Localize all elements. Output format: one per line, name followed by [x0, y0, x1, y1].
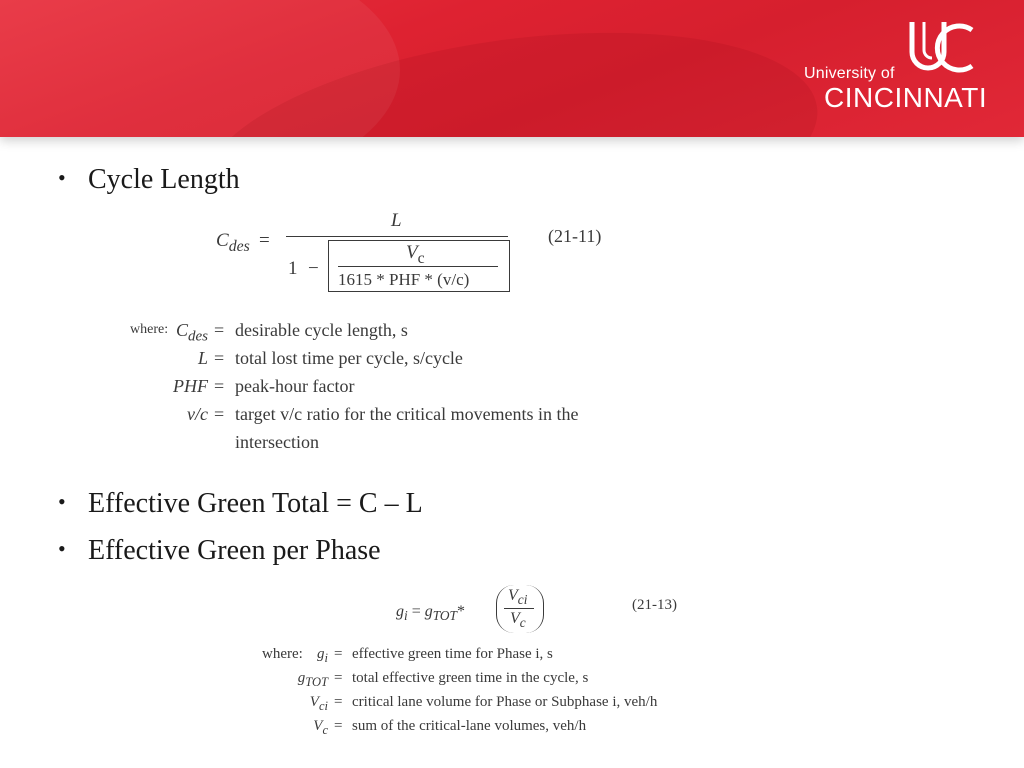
- bullet-dot-icon: •: [58, 489, 66, 514]
- definition-symbol: PHF: [173, 376, 208, 396]
- fraction-bar: [286, 236, 508, 237]
- formula-one: 1: [288, 258, 298, 279]
- where-label: where:: [130, 322, 169, 337]
- definition-text: effective green time for Phase i, s: [352, 646, 553, 662]
- bullet-text: Effective Green Total = C – L: [88, 488, 423, 519]
- bullet-dot-icon: •: [58, 536, 66, 561]
- formula-numerator: $V_{ci}$: [508, 587, 528, 608]
- bullet-effective-green-total: [58, 486, 423, 520]
- definition-row: [262, 714, 722, 738]
- bullet-effective-green-per-phase: [58, 533, 381, 567]
- definition-row: [130, 428, 650, 456]
- formula-lhs: $C_{des}$: [216, 230, 250, 255]
- fraction-bar: [504, 608, 534, 609]
- bullet-text: Cycle Length: [88, 164, 240, 195]
- definition-text: desirable cycle length, s: [235, 320, 408, 340]
- definition-text: target v/c ratio for the critical movements in the: [235, 404, 579, 424]
- definition-row: [130, 372, 650, 400]
- uc-logo-mark-icon: [906, 18, 976, 80]
- definition-row: [262, 642, 722, 666]
- bullet-dot-icon: •: [58, 165, 66, 190]
- formula-inner-denominator: 1615 * PHF * (v/c): [338, 270, 470, 289]
- logo-cincinnati-text: CINCINNATI: [824, 82, 988, 113]
- formula-lhs: $g_i = g_{TOT}*$: [396, 603, 465, 624]
- formula-denominator: $V_c$: [510, 610, 526, 631]
- definition-row: [130, 400, 650, 428]
- formula-minus: −: [308, 258, 319, 279]
- definition-symbol: v/c: [187, 404, 208, 424]
- definition-text: intersection: [235, 432, 319, 452]
- equation-number: (21-11): [548, 226, 602, 246]
- definition-equals: =: [214, 376, 225, 396]
- definition-equals: =: [214, 404, 225, 424]
- definition-row: [262, 690, 722, 714]
- definition-symbol: $g_i$: [317, 646, 328, 665]
- definition-symbol: $C_{des}$: [175, 320, 208, 345]
- green-per-phase-definitions: [262, 642, 722, 738]
- cycle-length-definitions: [130, 316, 650, 456]
- definition-symbol: L: [197, 348, 208, 368]
- university-logo: [800, 18, 1005, 118]
- definition-row: [130, 316, 650, 344]
- definition-row: [262, 666, 722, 690]
- formula-inner-numerator: $V_c$: [406, 242, 425, 267]
- bullet-cycle-length: [58, 162, 240, 196]
- where-label: where:: [262, 646, 303, 662]
- header-banner: [0, 0, 1024, 137]
- definition-text: total lost time per cycle, s/cycle: [235, 348, 463, 368]
- inner-fraction-bar: [338, 266, 498, 267]
- formula-numerator: L: [391, 210, 402, 231]
- definition-equals: =: [214, 348, 225, 368]
- definition-row: [130, 344, 650, 372]
- bullet-text: Effective Green per Phase: [88, 535, 381, 566]
- definition-equals: =: [334, 646, 343, 662]
- definition-text: critical lane volume for Phase or Subphase i, veh/h: [352, 694, 658, 710]
- definition-equals: =: [214, 320, 225, 340]
- definition-equals: =: [334, 718, 343, 734]
- definition-text: sum of the critical-lane volumes, veh/h: [352, 718, 587, 734]
- definition-text: peak-hour factor: [235, 376, 355, 396]
- logo-university-text: University of: [804, 65, 895, 82]
- definition-symbol: $g_{TOT}$: [297, 670, 328, 689]
- definition-equals: =: [334, 694, 343, 710]
- definition-symbol: $V_{ci}$: [309, 694, 328, 713]
- equation-number: (21-13): [632, 597, 677, 613]
- definition-text: total effective green time in the cycle, s: [352, 670, 589, 686]
- definition-symbol: $V_c$: [313, 718, 328, 737]
- definition-equals: =: [334, 670, 343, 686]
- formula-equals: =: [259, 230, 270, 251]
